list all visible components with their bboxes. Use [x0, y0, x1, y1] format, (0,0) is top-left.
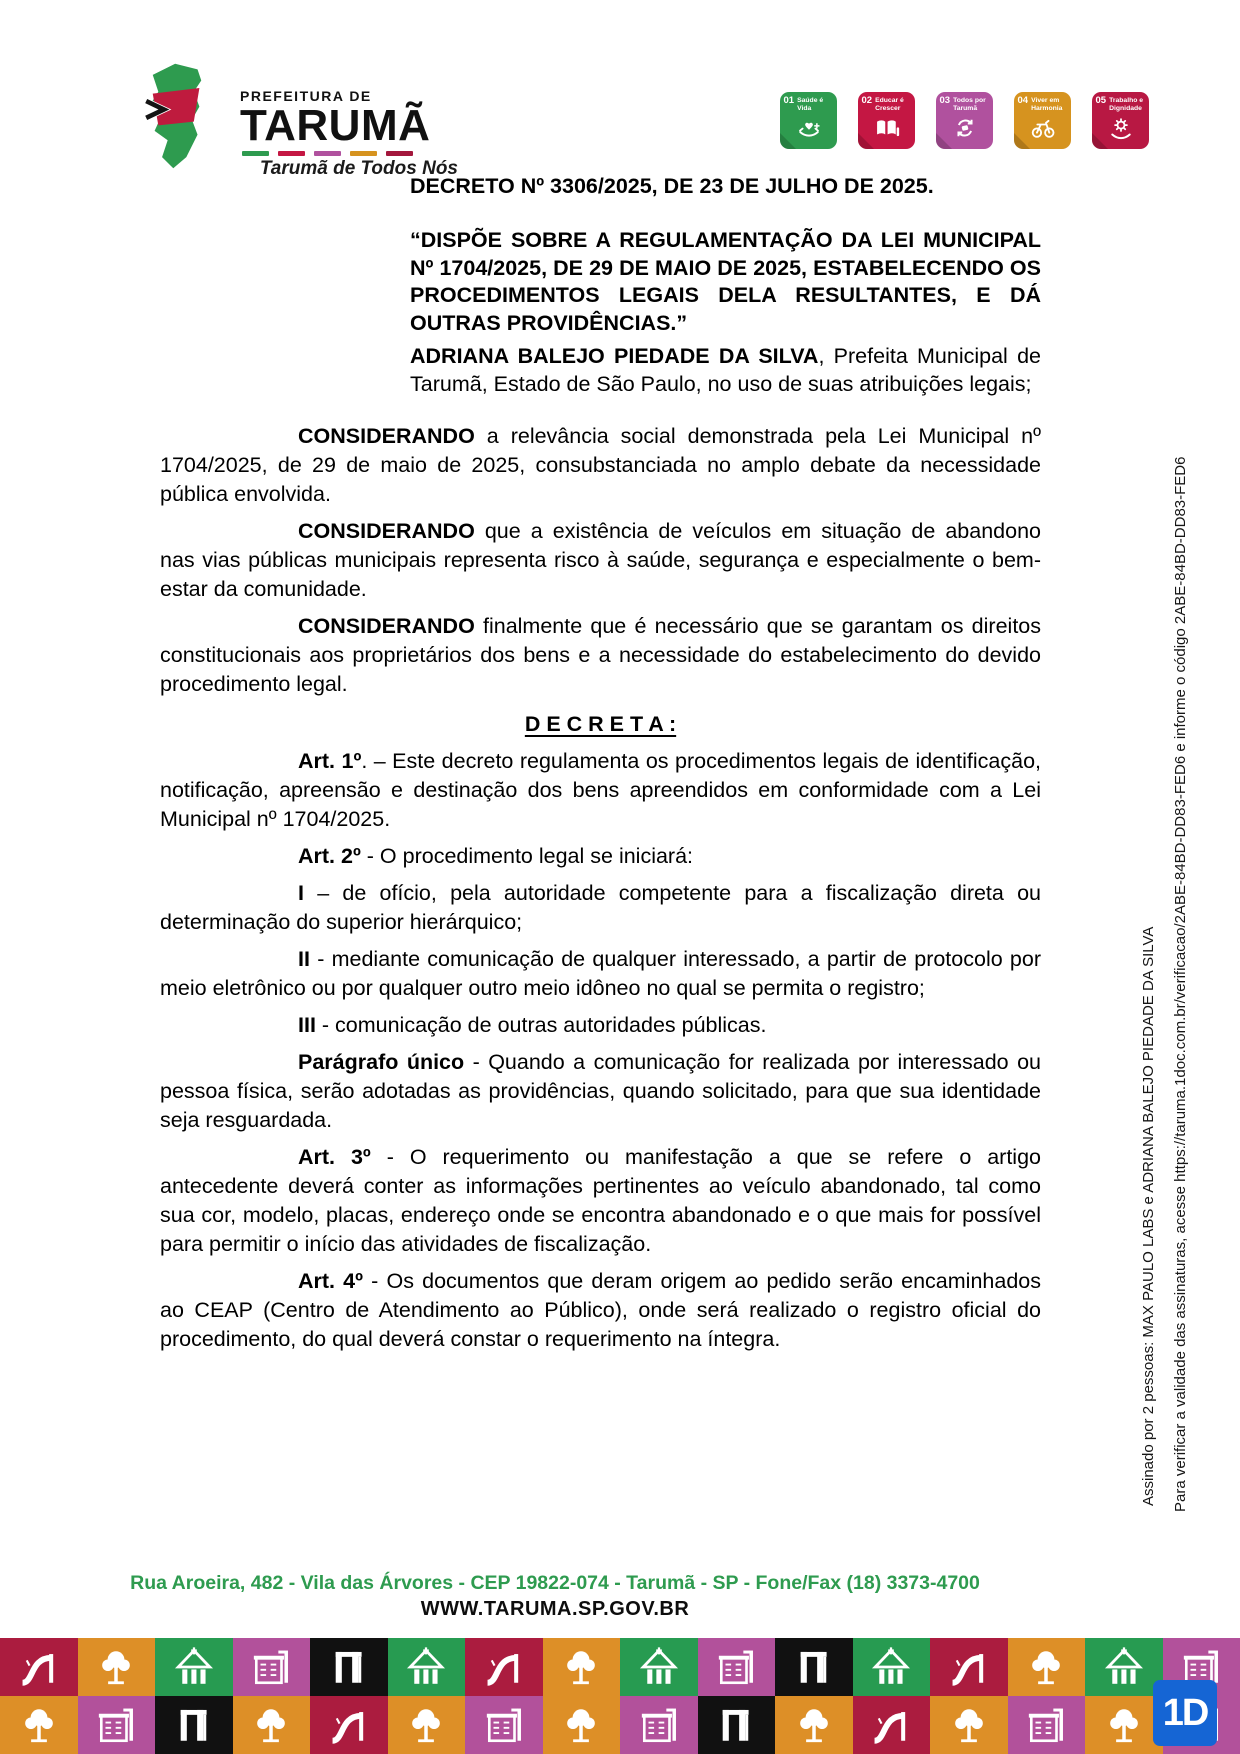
- city-hall-logo: [138, 58, 458, 179]
- footer-tile-tree: [78, 1638, 156, 1696]
- footer-tile-church: [155, 1638, 233, 1696]
- logo-dash-2: [278, 151, 305, 156]
- gear-hand-icon: [1107, 114, 1135, 142]
- logo-dash-5: [386, 151, 413, 156]
- decree-ementa: “DISPÕE SOBRE A REGULAMENTAÇÃO DA LEI MUNICIPAL Nº 1704/2025, DE 29 DE MAIO DE 2025, ESTABELECENDO OS PROCEDIMENTOS LEGAIS DELA RESULTANTES, E DÁ OUTRAS PROVIDÊNCIAS.”: [410, 228, 1041, 335]
- logo-tagline: Tarumã de Todos Nós: [259, 158, 458, 179]
- footer-tile-tree: [233, 1696, 311, 1754]
- logo-dash-1: [242, 151, 269, 156]
- footer-tile-tree: [1008, 1638, 1086, 1696]
- article-2-item-iii: III - comunicação de outras autoridades públicas.: [298, 1013, 767, 1037]
- municipality-map-icon: [138, 60, 244, 172]
- article-2-item-ii: II - mediante comunicação de qualquer interessado, a partir de protocolo por meio eletrônico ou por qualquer outro meio idôneo no qual se permita o registro;: [160, 947, 1041, 1000]
- footer-tile-church: [853, 1638, 931, 1696]
- decreta-heading: D E C R E T A :: [524, 712, 677, 736]
- footer-tile-gate: [698, 1696, 776, 1754]
- footer-tile-building: [1008, 1696, 1086, 1754]
- footer-address: Rua Aroeira, 482 - Vila das Árvores - CEP 19822-074 - Tarumã - SP - Fone/Fax (18) 3373-4700: [130, 1572, 980, 1594]
- footer-tile-gate: [155, 1696, 233, 1754]
- mayor-name: ADRIANA BALEJO PIEDADE DA SILVA: [410, 344, 819, 368]
- program-badge-label: Educar é Crescer: [875, 97, 904, 112]
- footer-tile-building: [698, 1638, 776, 1696]
- program-badge-02: [858, 92, 915, 149]
- program-badge-04: [1014, 92, 1071, 149]
- hands-heart-icon: [795, 114, 823, 142]
- logo-dash-4: [350, 151, 377, 156]
- logo-text: [240, 88, 458, 180]
- footer-tile-building: [620, 1696, 698, 1754]
- logo-color-dashes: [242, 151, 458, 156]
- consideration-1: CONSIDERANDO a relevância social demonstrada pela Lei Municipal nº 1704/2025, de 29 de maio de 2025, consubstanciada no amplo debate da necessidade pública envolvida.: [160, 424, 1041, 506]
- program-badge-label: Saúde é Vida: [797, 97, 824, 112]
- logo-dash-3: [314, 151, 341, 156]
- footer-tile-building: [233, 1638, 311, 1696]
- article-2-item-i: I – de ofício, pela autoridade competente para a fiscalização direta ou determinação do superior hierárquico;: [160, 881, 1041, 934]
- program-badge-01: [780, 92, 837, 149]
- footer-tile-building: [78, 1696, 156, 1754]
- footer-tile-slide: [853, 1696, 931, 1754]
- footer-tile-tree: [775, 1696, 853, 1754]
- footer-tile-tree: [388, 1696, 466, 1754]
- footer-tile-tree: [543, 1696, 621, 1754]
- article-1: Art. 1º. – Este decreto regulamenta os procedimentos legais de identificação, notificação, apreensão e destinação dos bens apreendidos em conformidade com a Lei Municipal nº 1704/2025.: [160, 749, 1041, 831]
- handshake-icon: [951, 114, 979, 142]
- footer-tile-slide: [0, 1638, 78, 1696]
- footer-tile-slide: [930, 1638, 1008, 1696]
- decree-content: [160, 172, 1041, 1354]
- program-badge-03: [936, 92, 993, 149]
- consideration-2: CONSIDERANDO que a existência de veículos em situação de abandono nas vias públicas municipais representa risco à saúde, segurança e especialmente o bem-estar da comunidade.: [160, 519, 1041, 601]
- footer-tile-slide: [310, 1696, 388, 1754]
- footer-tile-church: [388, 1638, 466, 1696]
- program-badge-number: 02: [861, 95, 873, 106]
- decree-preamble: [410, 343, 1041, 398]
- signature-signed-by-text: Assinado por 2 pessoas: MAX PAULO LABS e ADRIANA BALEJO PIEDADE DA SILVA: [1140, 926, 1157, 1506]
- consideration-3: CONSIDERANDO finalmente que é necessário que se garantam os direitos constitucionais aos proprietários dos bens e a necessidade do estabelecimento do devido procedimento legal.: [160, 614, 1041, 696]
- article-2: Art. 2º - O procedimento legal se iniciará:: [298, 844, 694, 868]
- footer-tile-church: [620, 1638, 698, 1696]
- onedoc-logo: 1D: [1153, 1680, 1217, 1746]
- program-badge-label: Todos por Tarumã: [953, 97, 986, 112]
- logo-taruma: TARUMÃ: [240, 101, 431, 150]
- article-3: Art. 3º - O requerimento ou manifestação a que se refere o artigo antecedente deverá conter as informações pertinentes ao veículo abandonado, tal como sua cor, modelo, placas, endereço onde se encontra abandonado e o que mais for possível para permitir o início das atividades de fiscalização.: [160, 1145, 1041, 1256]
- decree-title: DECRETO Nº 3306/2025, DE 23 DE JULHO DE 2025.: [410, 174, 934, 198]
- footer-tile-tree: [0, 1696, 78, 1754]
- footer-tile-church: [1085, 1638, 1163, 1696]
- article-4: Art. 4º - Os documentos que deram origem ao pedido serão encaminhados ao CEAP (Centro de Atendimento ao Público), onde será realizado o registro oficial do procedimento, do qual deverá constar o requerimento na íntegra.: [160, 1269, 1041, 1351]
- tile-row-1: [0, 1638, 1240, 1696]
- footer-tile-gate: [310, 1638, 388, 1696]
- footer-tile-slide: [465, 1638, 543, 1696]
- book-icon: [873, 114, 901, 142]
- tile-row-2: [0, 1696, 1240, 1754]
- footer-tile-tree: [1085, 1696, 1163, 1754]
- footer-tile-strip: [0, 1638, 1240, 1754]
- program-badge-label: Viver em Harmonia: [1031, 97, 1063, 112]
- preamble-rest: , Prefeita Municipal de Tarumã, Estado de São Paulo, no uso de suas atribuições legais;: [410, 344, 1041, 396]
- program-badge-number: 03: [939, 95, 951, 106]
- footer-tile-tree: [930, 1696, 1008, 1754]
- footer-website: WWW.TARUMA.SP.GOV.BR: [420, 1598, 690, 1620]
- program-icons-row: [780, 92, 1149, 149]
- program-badge-number: 04: [1017, 95, 1029, 106]
- program-badge-number: 01: [783, 95, 795, 106]
- paragrafo-unico: Parágrafo único - Quando a comunicação for realizada por interessado ou pessoa física, serão adotadas as providências, quando solicitado, para que sua identidade seja resguardada.: [160, 1050, 1041, 1132]
- footer-tile-building: [465, 1696, 543, 1754]
- bicycle-icon: [1029, 114, 1057, 142]
- signature-verification-text: Para verificar a validade das assinaturas, acesse https://taruma.1doc.com.br/verificacao/2ABE-84BD-DD83-FED6 e informe o código 2ABE-84BD-DD83-FED6: [1172, 456, 1189, 1512]
- program-badge-label: Trabalho e Dignidade: [1109, 97, 1144, 112]
- footer-tile-gate: [775, 1638, 853, 1696]
- logo-prefeitura-de: PREFEITURA DE: [240, 88, 372, 104]
- footer-tile-tree: [543, 1638, 621, 1696]
- program-badge-number: 05: [1095, 95, 1107, 106]
- program-badge-05: [1092, 92, 1149, 149]
